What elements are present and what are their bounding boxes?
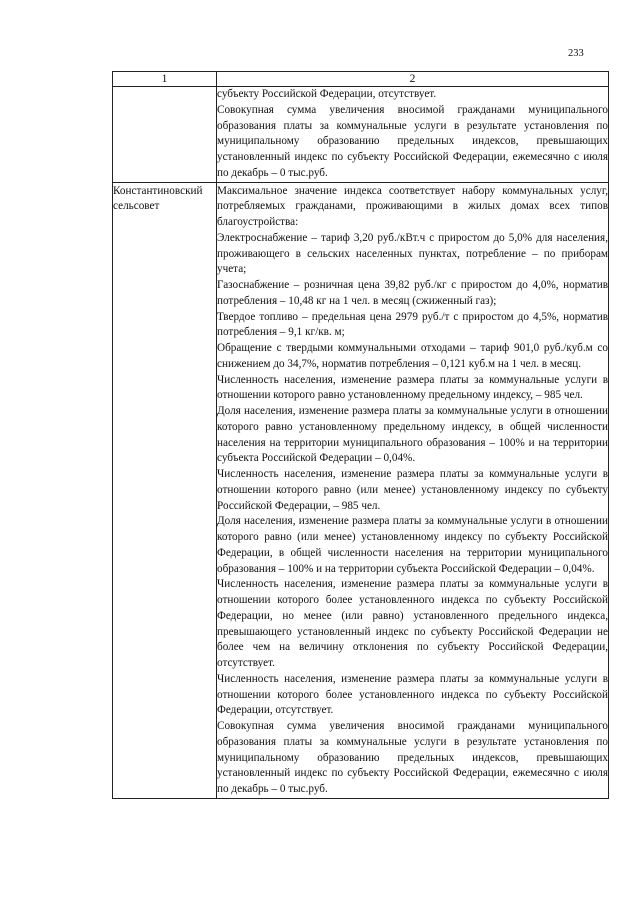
municipality-name-line: Константиновский <box>113 184 203 197</box>
paragraph: Обращение с твердыми коммунальными отходами – тариф 901,0 руб./куб.м со снижением до 34,7%, норматив потребления – 0,121 куб.м на 1 чел. в месяц. <box>217 342 608 370</box>
header-cell-1: 1 <box>113 72 217 87</box>
paragraph: Электроснабжение – тариф 3,20 руб./кВт.ч с приростом до 5,0% для населения, проживающего в сельских населенных пунктах, потребление – по приборам учета; <box>217 231 608 276</box>
paragraph: Численность населения, изменение размера платы за коммунальные услуги в отношении которого равно установленному предельному индексу, – 985 чел. <box>217 373 608 402</box>
paragraph: Численность населения, изменение размера платы за коммунальные услуги в отношении которого равно (или менее) установленному индексу по субъекту Российской Федерации, – 985 чел. <box>217 468 608 512</box>
municipality-name-line: сельсовет <box>113 200 160 213</box>
header-cell-2: 2 <box>217 72 609 87</box>
paragraph: Доля населения, изменение размера платы за коммунальные услуги в отношении которого равно (или менее) установленному индексу по субъекту Российской Федерации, в общей численности населения на территории муниципального образования – 100% и на территории субъекта Российской Федерации – 0,04%. <box>217 515 608 575</box>
paragraph: субъекту Российской Федерации, отсутствует. <box>217 88 437 100</box>
name-cell <box>113 87 217 183</box>
content-cell <box>217 182 609 798</box>
paragraph: Численность населения, изменение размера платы за коммунальные услуги в отношении которого более установленного индекса по субъекту Российской Федерации, но менее (или равно) установленного предельного индекса, превышающего установленный индекс по субъекту Российской Федерации не более чем на величину отклонения по субъекту Российской Федерации, отсутствует. <box>217 578 608 669</box>
paragraph: Совокупная сумма увеличения вносимой гражданами муниципального образования платы за коммунальные услуги в результате установления по муниципальному образованию предельных индексов, превышающих установленный индекс по субъекту Российской Федерации, ежемесячно с июля по декабрь – 0 тыс.руб. <box>217 720 608 795</box>
paragraph: Твердое топливо – предельная цена 2979 руб./т с приростом до 4,5%, норматив потребления – 9,1 кг/кв. м; <box>217 310 608 339</box>
name-cell <box>113 182 217 798</box>
paragraph: Доля населения, изменение размера платы за коммунальные услуги в отношении которого равно установленному предельному индексу, в общей численности населения на территории муниципального образования – 100% и на территории субъекта Российской Федерации – 0,04%. <box>217 405 608 465</box>
paragraph: Газоснабжение – розничная цена 39,82 руб./кг с приростом до 4,0%, норматив потребления – 10,48 кг на 1 чел. в месяц (сжиженный газ); <box>217 279 608 307</box>
page-number: 233 <box>568 48 584 59</box>
table-header-row <box>113 72 609 87</box>
paragraph: Максимальное значение индекса соответствует набору коммунальных услуг, потребляемых гражданами, проживающими в жилых домах всех типов благоустройства: <box>217 184 608 228</box>
table-row <box>113 182 609 798</box>
paragraph: Численность населения, изменение размера платы за коммунальные услуги в отношении которого более установленного индекса по субъекту Российской Федерации, отсутствует. <box>217 672 608 717</box>
document-table <box>112 71 609 799</box>
paragraph: Совокупная сумма увеличения вносимой гражданами муниципального образования платы за коммунальные услуги в результате установления по муниципальному образованию предельных индексов, превышающих установленный индекс по субъекту Российской Федерации, ежемесячно с июля по декабрь – 0 тыс.руб. <box>217 103 608 179</box>
content-cell <box>217 87 609 183</box>
table-row <box>113 87 609 183</box>
